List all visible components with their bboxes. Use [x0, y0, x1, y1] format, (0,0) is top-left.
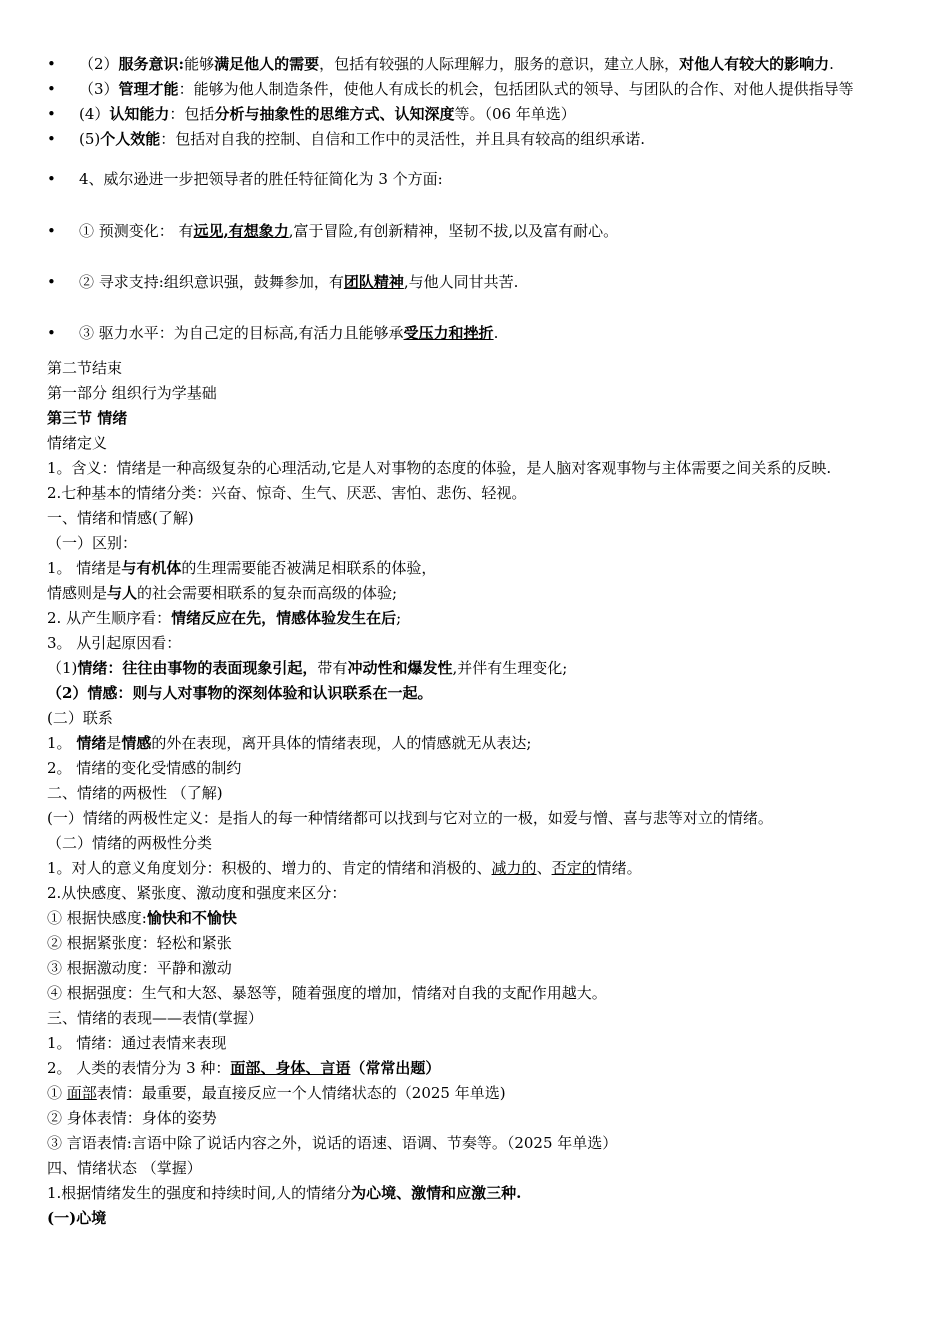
- heading-polarity: 二、情绪的两极性 （了解): [47, 784, 223, 802]
- line-state-1: 1.根据情绪发生的强度和持续时间,人的情绪分为心境、激情和应激三种.: [47, 1184, 522, 1202]
- part-heading: 第一部分 组织行为学基础: [47, 384, 217, 402]
- bullet-dot: •: [47, 130, 56, 148]
- line-polarity-definition: (一）情绪的两极性定义：是指人的每一种情绪都可以找到与它对立的一极，如爱与憎、喜与悲等对立的情绪。: [47, 809, 773, 827]
- line-diff-2: 2. 从产生顺序看：情绪反应在先，情感体验发生在后;: [47, 609, 402, 627]
- line-diff-1: 1。 情绪是与有机体的生理需要能否被满足相联系的体验，: [47, 559, 437, 577]
- paragraph-seven-emotions: 2.七种基本的情绪分类：兴奋、惊奇、生气、厌恶、害怕、悲伤、轻视。: [47, 484, 527, 502]
- line-intensity: ④ 根据强度：生气和大怒、暴怒等，随着强度的增加，情绪对自我的支配作用越大。: [47, 984, 607, 1002]
- bullet-dot: •: [47, 80, 56, 98]
- subheading-difference: （一）区别：: [47, 534, 138, 552]
- line-polarity-2: 2.从快感度、紧张度、激动度和强度来区分：: [47, 884, 347, 902]
- line-expression-1: 1。 情绪：通过表情来表现: [47, 1034, 227, 1052]
- bullet-dot: •: [47, 324, 56, 342]
- bullet-drive-level: • ③ 驱力水平：为自己定的目标高,有活力且能够承受压力和挫折.: [47, 321, 907, 346]
- line-excitement: ③ 根据激动度：平静和激动: [47, 959, 232, 977]
- line-pleasure: ① 根据快感度:愉快和不愉快: [47, 909, 237, 927]
- bullet-predict-change: • ① 预测变化： 有远见,有想象力,富于冒险,有创新精神，坚韧不拔,以及富有耐心。: [47, 219, 907, 244]
- line-diff-feeling: 情感则是与人的社会需要相联系的复杂而高级的体验;: [47, 584, 398, 602]
- line-diff-3: 3。 从引起原因看：: [47, 634, 182, 652]
- bullet-dot: •: [47, 105, 56, 123]
- line-body-expression: ② 身体表情：身体的姿势: [47, 1109, 217, 1127]
- line-speech-expression: ③ 言语表情:言语中除了说话内容之外，说话的语速、语调、节奏等。（2025 年单选）: [47, 1134, 618, 1152]
- line-facial-expression: ① 面部表情：最重要，最直接反应一个人情绪状态的（2025 年单选): [47, 1084, 506, 1102]
- section-end-note: 第二节结束: [47, 359, 123, 377]
- line-expression-2: 2。 人类的表情分为 3 种：面部、身体、言语（常常出题）: [47, 1059, 441, 1077]
- document-page: [47, 52, 907, 1231]
- line-diff-3-2: （2）情感：则与人对事物的深刻体验和认识联系在一起。: [47, 684, 433, 702]
- line-tension: ② 根据紧张度：轻松和紧张: [47, 934, 232, 952]
- paragraph-meaning: 1。含义：情绪是一种高级复杂的心理活动,它是人对事物的态度的体验，是人脑对客观事物与主体需要之间关系的反映.: [47, 459, 832, 477]
- section-heading: 第三节 情绪: [47, 409, 128, 427]
- line-polarity-1: 1。对人的意义角度划分：积极的、增力的、肯定的情绪和消极的、减力的、否定的情绪。: [47, 859, 642, 877]
- heading-emotion-feeling: 一、情绪和情感(了解): [47, 509, 194, 527]
- bullet-seek-support: • ② 寻求支持:组织意识强，鼓舞参加，有团队精神,与他人同甘共苦.: [47, 270, 907, 295]
- bullet-management-talent: • （3）管理才能：能够为他人制造条件，使他人有成长的机会，包括团队式的领导、与团队的合作、对他人提供指导等: [47, 77, 907, 102]
- heading-expression: 三、情绪的表现——表情(掌握）: [47, 1009, 263, 1027]
- bullet-dot: •: [47, 55, 56, 73]
- heading-emotional-state: 四、情绪状态 （掌握）: [47, 1159, 202, 1177]
- bullet-wilson-intro: • 4、威尔逊进一步把领导者的胜任特征简化为 3 个方面:: [47, 167, 907, 192]
- line-connection-1: 1。 情绪是情感的外在表现，离开具体的情绪表现，人的情感就无从表达;: [47, 734, 532, 752]
- bullet-dot: •: [47, 170, 56, 188]
- subheading-connection: (二）联系: [47, 709, 113, 727]
- line-connection-2: 2。 情绪的变化受情感的制约: [47, 759, 242, 777]
- bullet-service-awareness: • （2）服务意识:能够满足他人的需要，包括有较强的人际理解力，服务的意识，建立人脉，对他人有较大的影响力.: [47, 52, 907, 77]
- bullet-cognitive-ability: • (4）认知能力：包括分析与抽象性的思维方式、认知深度等。（06 年单选）: [47, 102, 907, 127]
- bullet-personal-efficacy: • (5)个人效能：包括对自我的控制、自信和工作中的灵活性，并且具有较高的组织承诺.: [47, 127, 907, 152]
- bullet-dot: •: [47, 222, 56, 240]
- line-diff-3-1: （1)情绪：往往由事物的表面现象引起，带有冲动性和爆发性,并伴有生理变化;: [47, 659, 568, 677]
- bullet-dot: •: [47, 273, 56, 291]
- subheading-mood: (一)心境: [47, 1209, 107, 1227]
- subheading-polarity-classification: （二）情绪的两极性分类: [47, 834, 213, 852]
- subheading-emotion-definition: 情绪定义: [47, 434, 108, 452]
